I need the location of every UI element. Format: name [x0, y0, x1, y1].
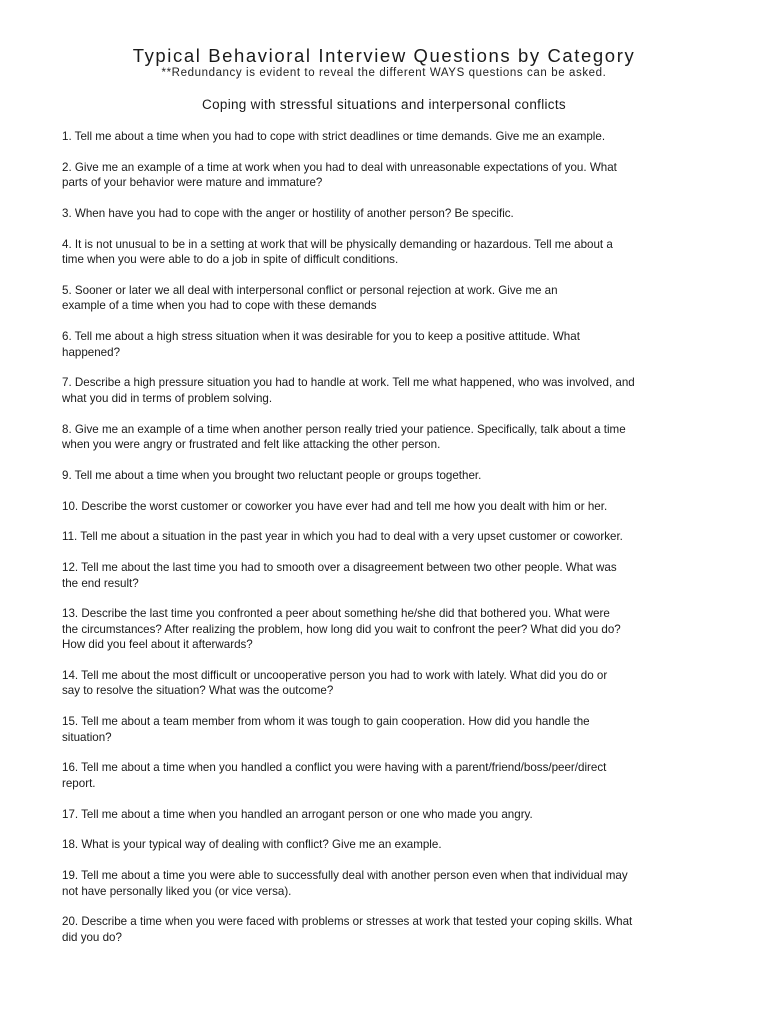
question-item: 4. It is not unusual to be in a setting at work that will be physically demanding or hazardous. Tell me about a time when you were able to do a job in spite of difficult conditions. [62, 237, 613, 267]
question-item: 14. Tell me about the most difficult or uncooperative person you had to work with lately. What did you do or say to resolve the situation? What was the outcome? [62, 669, 608, 698]
question-item: 17. Tell me about a time when you handled an arrogant person or one who made you angry. [62, 807, 533, 821]
section-heading: Coping with stressful situations and interpersonal conflicts [202, 97, 566, 112]
question-item: 6. Tell me about a high stress situation when it was desirable for you to keep a positive attitude. What happened? [62, 330, 580, 359]
question-item: 20. Describe a time when you were faced with problems or stresses at work that tested your coping skills. What did you do? [62, 915, 633, 944]
question-item: 3. When have you had to cope with the anger or hostility of another person? Be specific. [62, 207, 514, 220]
question-item: 1. Tell me about a time when you had to cope with strict deadlines or time demands. Give me an example. [62, 130, 606, 143]
question-item: 7. Describe a high pressure situation you had to handle at work. Tell me what happened, who was involved, and what you did in terms of problem solving. [62, 376, 635, 405]
question-item: 9. Tell me about a time when you brought two reluctant people or groups together. [62, 468, 482, 482]
question-item: 15. Tell me about a team member from whom it was tough to gain cooperation. How did you handle the situation? [62, 715, 590, 744]
question-item: 10. Describe the worst customer or coworker you have ever had and tell me how you dealt with him or her. [62, 499, 608, 513]
question-item: 8. Give me an example of a time when another person really tried your patience. Specifically, talk about a time when you were angry or frustrated and felt like attacking the other person. [62, 422, 626, 452]
question-item: 12. Tell me about the last time you had to smooth over a disagreement between two other people. What was the end result? [62, 561, 617, 590]
page-title: Typical Behavioral Interview Questions by Category [132, 45, 636, 66]
question-item: 11. Tell me about a situation in the past year in which you had to deal with a very upset customer or coworker. [62, 530, 623, 544]
question-item: 18. What is your typical way of dealing with conflict? Give me an example. [62, 838, 442, 852]
question-item: 2. Give me an example of a time at work when you had to deal with unreasonable expectations of you. What parts of your behavior were mature and immature? [62, 160, 617, 190]
question-item: 19. Tell me about a time you were able to successfully deal with another person even when that individual may not have personally liked you (or vice versa). [62, 869, 628, 898]
question-list [62, 129, 722, 961]
question-item: 16. Tell me about a time when you handled a conflict you were having with a parent/friend/boss/peer/direct report. [62, 761, 607, 790]
question-item: 13. Describe the last time you confronted a peer about something he/she did that bothered you. What were the circumstances? After realizing the problem, how long did you wait to confront the peer? What did you do? How did you feel about it afterwards? [62, 607, 621, 652]
page-subtitle: **Redundancy is evident to reveal the different WAYS questions can be asked. [161, 67, 607, 79]
question-item: 5. Sooner or later we all deal with interpersonal conflict or personal rejection at work. Give me an example of a time when you had to cope with these demands [62, 284, 558, 313]
